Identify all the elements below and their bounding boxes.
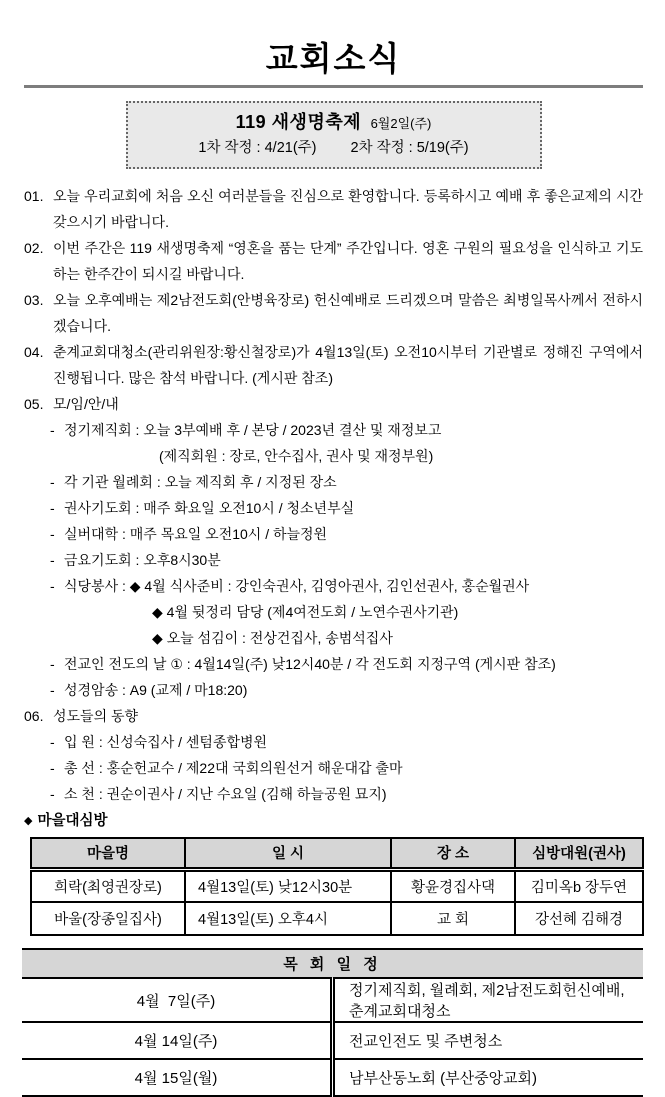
schedule-table-title: 목 회 일 정	[22, 949, 643, 978]
schedule-row	[22, 1059, 643, 1096]
schedule-row	[22, 1022, 643, 1059]
sub-item-text: 각 기관 월례회 : 오늘 제직회 후 / 지정된 장소	[64, 474, 337, 490]
schedule-row	[22, 978, 643, 1022]
item-number: 05.	[24, 396, 44, 412]
visit-cell-datetime: 4월13일(토) 낮12시30분	[185, 869, 391, 902]
sub-item-meeting-4	[50, 547, 643, 573]
dash-bullet: -	[50, 500, 55, 516]
sub-item-text: 소 천 : 권순이권사 / 지난 수요일 (김해 하늘공원 묘지)	[64, 786, 387, 802]
ministry-schedule-table	[22, 948, 643, 1097]
sub-item-continuation: ◆ 4월 뒷정리 담당 (제4여전도회 / 노연수권사기관)	[152, 604, 459, 620]
dash-bullet: -	[50, 474, 55, 490]
visit-table-row	[31, 902, 643, 935]
dash-bullet: -	[50, 422, 55, 438]
visit-header-village: 마을명	[31, 838, 185, 869]
announcement-list	[24, 183, 643, 807]
sub-item-meeting-2	[50, 495, 643, 521]
sub-item-meeting-0	[50, 417, 643, 469]
dash-bullet: -	[50, 786, 55, 802]
item-text: 성도들의 동향	[53, 708, 139, 724]
dash-bullet: -	[50, 578, 55, 594]
announcement-item-05	[24, 391, 643, 703]
dash-bullet: -	[50, 682, 55, 698]
visit-header-team: 심방대원(권사)	[515, 838, 643, 869]
dash-bullet: -	[50, 734, 55, 750]
visit-section-title: 마을대심방	[37, 813, 108, 829]
sub-item-continuation: ◆ 오늘 섬김이 : 전상건집사, 송범석집사	[152, 630, 393, 646]
dash-bullet: -	[50, 656, 55, 672]
visit-header-datetime: 일 시	[185, 838, 391, 869]
dash-bullet: -	[50, 526, 55, 542]
dash-bullet: -	[50, 552, 55, 568]
visit-table-row	[31, 869, 643, 902]
visit-section-heading	[24, 809, 643, 833]
visit-cell-place: 교 회	[391, 902, 515, 935]
sub-item-text: 권사기도회 : 매주 화요일 오전10시 / 청소년부실	[64, 500, 355, 516]
sub-item-meeting-7	[50, 677, 643, 703]
festival-banner-line2	[136, 137, 532, 160]
schedule-date: 4월 14일(주)	[22, 1022, 333, 1059]
sub-item-text: 금요기도회 : 오후8시30분	[64, 552, 221, 568]
sub-item-meeting-1	[50, 469, 643, 495]
sub-item-text: 정기제직회 : 오늘 3부예배 후 / 본당 / 2023년 결산 및 재정보고	[64, 422, 442, 438]
visit-cell-village: 희락(최영권장로)	[31, 869, 185, 902]
schedule-date: 4월 15일(월)	[22, 1059, 333, 1096]
sub-item-member-1	[50, 755, 643, 781]
visit-header-place: 장 소	[391, 838, 515, 869]
sub-item-meeting-3	[50, 521, 643, 547]
announcement-item-06	[24, 703, 643, 807]
festival-second-schedule: 2차 작정 : 5/19(주)	[350, 140, 469, 156]
item-number: 03.	[24, 292, 44, 308]
schedule-title-row	[22, 949, 643, 978]
sub-item-text: 전교인 전도의 날 ① : 4월14일(주) 낮12시40분 / 각 전도회 지정구역 (게시판 참조)	[64, 656, 556, 672]
visit-cell-team: 김미옥b 장두연	[515, 869, 643, 902]
title-divider	[24, 85, 643, 88]
visit-cell-place: 황윤경집사댁	[391, 869, 515, 902]
sub-item-text: 총 선 : 홍순헌교수 / 제22대 국회의원선거 해운대갑 출마	[64, 760, 403, 776]
visit-cell-datetime: 4월13일(토) 오후4시	[185, 902, 391, 935]
item-text: 오늘 우리교회에 처음 오신 여러분들을 진심으로 환영합니다. 등록하시고 예배 후 좋은교제의 시간 갖으시기 바랍니다.	[53, 188, 643, 230]
festival-banner-line1	[136, 109, 532, 137]
item-number: 02.	[24, 240, 44, 256]
schedule-content: 전교인전도 및 주변청소	[333, 1022, 644, 1059]
sub-item-text: 식당봉사 : ◆ 4월 식사준비 : 강인숙권사, 김영아권사, 김인선권사, 홍순월권사	[64, 578, 530, 594]
page-title: 교회소식	[265, 42, 402, 78]
announcement-item-03	[24, 287, 643, 339]
item-text: 춘계교회대청소(관리위원장:황신철장로)가 4월13일(토) 오전10시부터 기관별로 정해진 구역에서 진행됩니다. 많은 참석 바랍니다. (게시판 참조)	[53, 344, 643, 386]
sub-item-member-0	[50, 729, 643, 755]
sub-item-meeting-5	[50, 573, 643, 651]
sub-item-text: 성경암송 : A9 (교제 / 마18:20)	[64, 682, 248, 698]
announcement-item-04	[24, 339, 643, 391]
item-text: 이번 주간은 119 새생명축제 “영혼을 품는 단계” 주간입니다. 영혼 구원의 필요성을 인식하고 기도하는 한주간이 되시길 바랍니다.	[53, 240, 643, 282]
diamond-icon: ◆	[24, 815, 33, 827]
festival-title: 119 새생명축제	[235, 112, 362, 132]
schedule-content: 남부산동노회 (부산중앙교회)	[333, 1059, 644, 1096]
festival-first-schedule: 1차 작정 : 4/21(주)	[198, 140, 317, 156]
sub-item-meeting-6	[50, 651, 643, 677]
sub-item-text: 실버대학 : 매주 목요일 오전10시 / 하늘정원	[64, 526, 328, 542]
festival-date: 6월2일(주)	[370, 116, 432, 131]
sub-item-member-2	[50, 781, 643, 807]
item-number: 01.	[24, 188, 44, 204]
schedule-content: 정기제직회, 월례회, 제2남전도회헌신예배, 춘계교회대청소	[333, 978, 644, 1022]
festival-banner	[126, 101, 542, 169]
visit-table-header-row	[31, 838, 643, 869]
schedule-date: 4월 7일(주)	[22, 978, 333, 1022]
announcement-item-02	[24, 235, 643, 287]
sub-item-continuation: (제직회원 : 장로, 안수집사, 권사 및 재정부원)	[159, 448, 434, 464]
announcement-item-01	[24, 183, 643, 235]
dash-bullet: -	[50, 760, 55, 776]
item-text: 모/임/안/내	[53, 396, 119, 412]
visit-cell-team: 강선혜 김해경	[515, 902, 643, 935]
sub-item-text: 입 원 : 신성숙집사 / 센텀종합병원	[64, 734, 268, 750]
item-number: 04.	[24, 344, 44, 360]
item-text: 오늘 오후예배는 제2남전도회(안병육장로) 헌신예배로 드리겠으며 말씀은 최병일목사께서 전하시겠습니다.	[53, 292, 643, 334]
item-number: 06.	[24, 708, 44, 724]
visit-cell-village: 바울(장종일집사)	[31, 902, 185, 935]
visit-table	[30, 837, 644, 936]
